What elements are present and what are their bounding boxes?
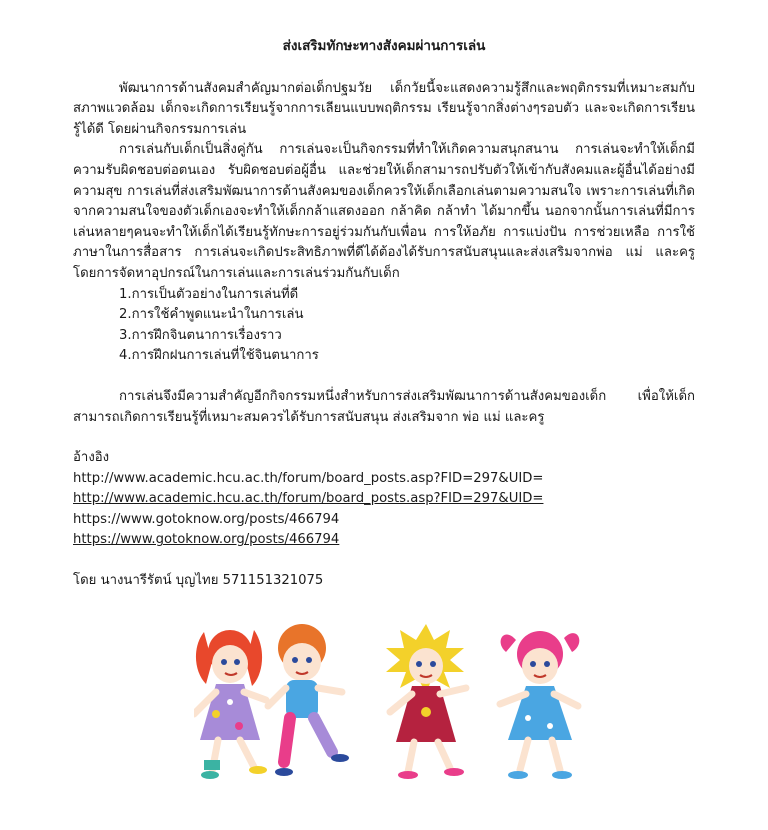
list-item: 3.การฝึกจินตนาการเรื่องราว (119, 327, 282, 343)
author-byline: โดย นางนารีรัตน์ บุญไทย 571151321075 (73, 573, 324, 589)
list-item: 2.การใช้คำพูดแนะนำในการเล่น (119, 307, 304, 323)
spacer (73, 551, 695, 571)
reference-link[interactable]: http://www.academic.hcu.ac.th/forum/board_posts.asp?FID=297&UID= (73, 491, 544, 507)
child-orange-hair (268, 624, 349, 776)
references-heading: อ้างอิง (73, 450, 110, 466)
spacer (73, 367, 695, 387)
intro-paragraph: พัฒนาการด้านสังคมสำคัญมากต่อเด็กปฐมวัย เด็กวัยนี้จะแสดงความรู้สึกและพฤติกรรมที่เหมาะสมกับสภาพแวดล้อม เด็กจะเกิดการเรียนรู้จากการเลียนแบบพฤติกรรม เรียนรู้จากสิ่งต่างๆรอบตัว และจะเกิดการเรียนรู้ได้ดี โดยผ่านกิจกรรมการเล่น (73, 80, 695, 137)
child-pink-hair (500, 631, 579, 779)
document-title: ส่งเสริมทักษะทางสังคมผ่านการเล่น (282, 38, 486, 54)
document (73, 36, 695, 592)
list-item: 1.การเป็นตัวอย่างในการเล่นที่ดี (119, 286, 299, 302)
closing-paragraph: การเล่นจึงมีความสำคัญอีกกิจกรรมหนึ่งสำหรับการส่งเสริมพัฒนาการด้านสังคมของเด็ก เพื่อให้เด็กสามารถเกิดการเรียนรู้ที่เหมาะสมควรได้รับการสนับสนุน ส่งเสริมจาก พ่อ แม่ และครู (73, 388, 695, 425)
references-section (73, 448, 695, 551)
spacer (73, 428, 695, 448)
reference-text: http://www.academic.hcu.ac.th/forum/board_posts.asp?FID=297&UID= (73, 470, 544, 486)
child-red-hair (194, 630, 267, 779)
dancing-children-illustration (194, 622, 590, 784)
tips-list (73, 285, 695, 367)
body-paragraph: การเล่นกับเด็กเป็นสิ่งคู่กัน การเล่นจะเป็นกิจกรรมที่ทำให้เกิดความสนุกสนาน การเล่นจะทำให้เด็กมีความรับผิดชอบต่อตนเอง รับผิดชอบต่อผู้อื่น และช่วยให้เด็กสามารถปรับตัวให้เข้ากับสังคมและผู้อื่นได้อย่างมีความสุข การเล่นที่ส่งเสริมพัฒนาการด้านสังคมของเด็กควรให้เด็กเลือกเล่นตามความสนใจ เพราะการเล่นที่เกิดจากความสนใจของตัวเด็กเองจะทำให้เด็กกล้าแสดงออก กล้าคิด กล้าทำ ได้มากขึ้น นอกจากนั้นการเล่นที่มีการเล่นหลายๆคนจะทำให้เด็กได้เรียนรู้ทักษะการอยู่ร่วมกันกับเพื่อน การให้อภัย การแบ่งปัน การช่วยเหลือ การใช้ภาษาในการสื่อสาร การเล่นจะเกิดประสิทธิภาพที่ดีได้ต้องได้รับการสนับสนุนและส่งเสริมจากพ่อ แม่ และครู โดยการจัดหาอุปกรณ์ในการเล่นและการเล่นร่วมกันกับเด็ก (73, 142, 695, 281)
reference-text: https://www.gotoknow.org/posts/466794 (73, 511, 340, 527)
reference-link[interactable]: https://www.gotoknow.org/posts/466794 (73, 532, 340, 548)
child-yellow-hair (386, 624, 466, 779)
list-item: 4.การฝึกฝนการเล่นที่ใช้จินตนาการ (119, 348, 319, 364)
